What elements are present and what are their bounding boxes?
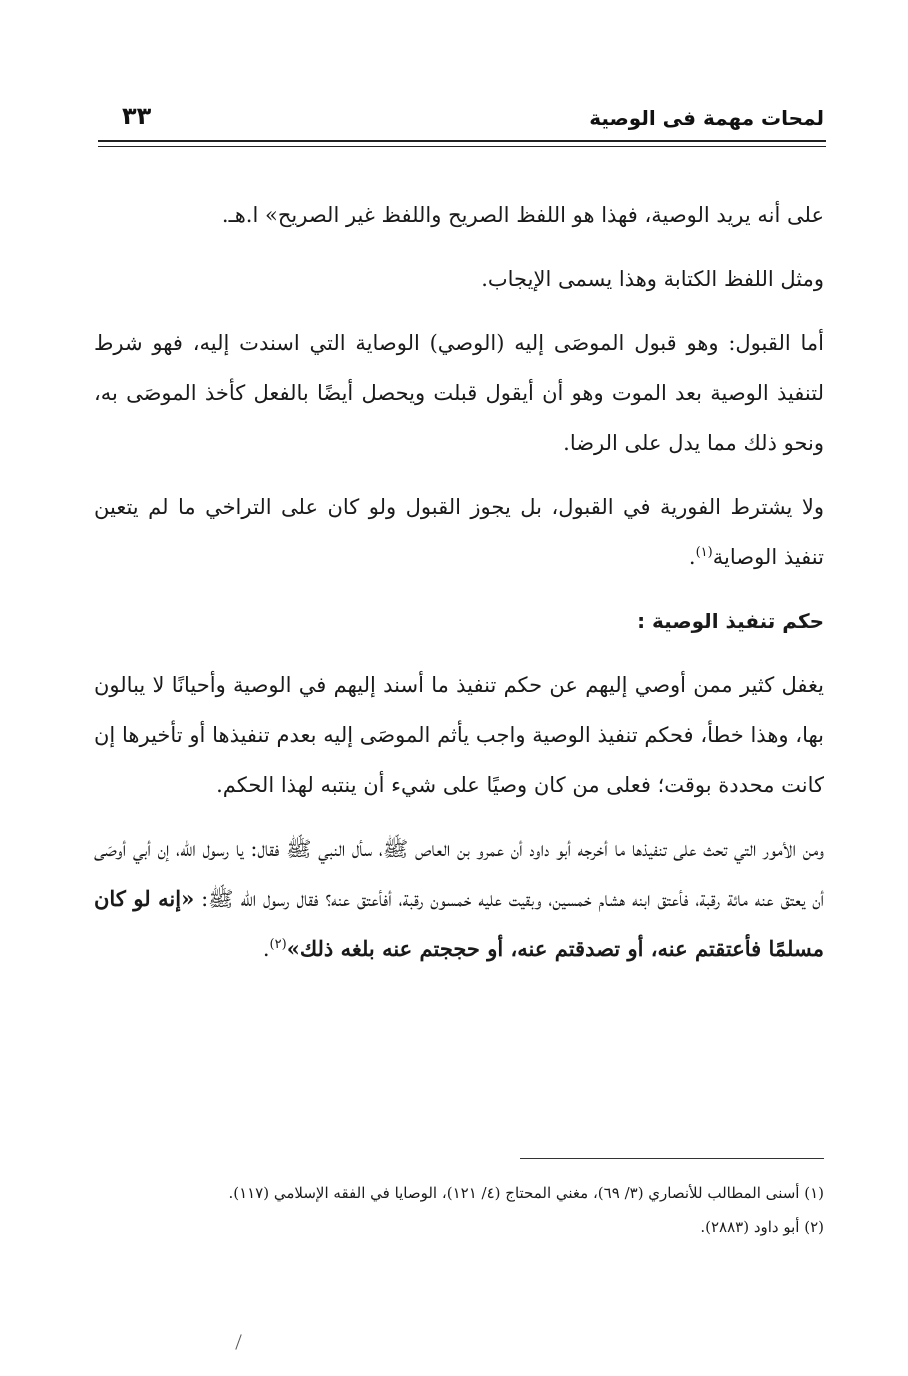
paragraph-5: يغفل كثير ممن أوصي إليهم عن حكم تنفيذ ما أسند إليهم في الوصية وأحيانًا لا يبالون بها، وهذا خطأ، فحكم تنفيذ الوصية واجب يأثم الموصَى إليه بعدم تنفيذها أو تأخيرها إن كانت محددة بوقت؛ فعلى من كان وصيًا على شيء أن ينتبه لهذا الحكم. (94, 673, 824, 797)
footnote-ref-2: (٢) (269, 937, 287, 952)
footnote-ref-1: (١) (695, 545, 713, 560)
footnote-1: (١) أسنى المطالب للأنصاري (٣/ ٦٩)، مغني المحتاج (٤/ ١٢١)، الوصايا في الفقه الإسلامي (١١٧). (228, 1184, 824, 1202)
page-number: ٣٣ (122, 102, 152, 130)
paragraph-4-end: . (688, 545, 696, 569)
paragraph-4 (94, 482, 824, 582)
section-heading: حكم تنفيذ الوصية : (637, 609, 824, 633)
paragraph-2: ومثل اللفظ الكتابة وهذا يسمى الإيجاب. (481, 267, 824, 291)
paragraph-4-text: ولا يشترط الفورية في القبول، بل يجوز القبول ولو كان على التراخي ما لم يتعين تنفيذ الوصاية (94, 495, 824, 569)
body-text (94, 190, 824, 988)
scan-mark (235, 1334, 241, 1349)
paragraph-1: على أنه يريد الوصية، فهذا هو اللفظ الصريح واللفظ غير الصريح» ا.هـ. (221, 203, 824, 227)
footnote-separator (520, 1158, 824, 1159)
paragraph-6 (94, 824, 824, 974)
running-header (98, 100, 826, 140)
footnote-2: (٢) أبو داود (٢٨٨٣). (700, 1218, 824, 1236)
header-title: لمحات مهمة فى الوصية (589, 106, 824, 130)
paragraph-6-text: ومن الأمور التي تحث على تنفيذها ما أخرجه أبو داود أن عمرو بن العاص ﷺ، سأل النبي ﷺ فقال: يا رسول الله، إن أبي أوصَى أن يعتق عنه مائة رقبة، فأعتق ابنه هشام خمسين، وبقيت عليه خمسون رقبة، أفأعتق عنه؟ فقال رسول الله ﷺ: (94, 837, 824, 911)
paragraph-3: أما القبول: وهو قبول الموصَى إليه (الوصي) الوصاية التي اسندت إليه، فهو شرط لتنفيذ الوصية بعد الموت وهو أن أيقول قبلت ويحصل أيضًا بالفعل كأخذ الموصَى به، ونحو ذلك مما يدل على الرضا. (94, 331, 824, 455)
header-rule (98, 140, 826, 142)
footnotes (94, 1176, 824, 1244)
header-rule-thin (98, 146, 826, 147)
hadith-quote: «إنه لو كان مسلمًا فأعتقتم عنه، أو تصدقتم عنه، أو حججتم عنه بلغه ذلك» (94, 886, 824, 961)
paragraph-6-end: . (262, 937, 270, 961)
